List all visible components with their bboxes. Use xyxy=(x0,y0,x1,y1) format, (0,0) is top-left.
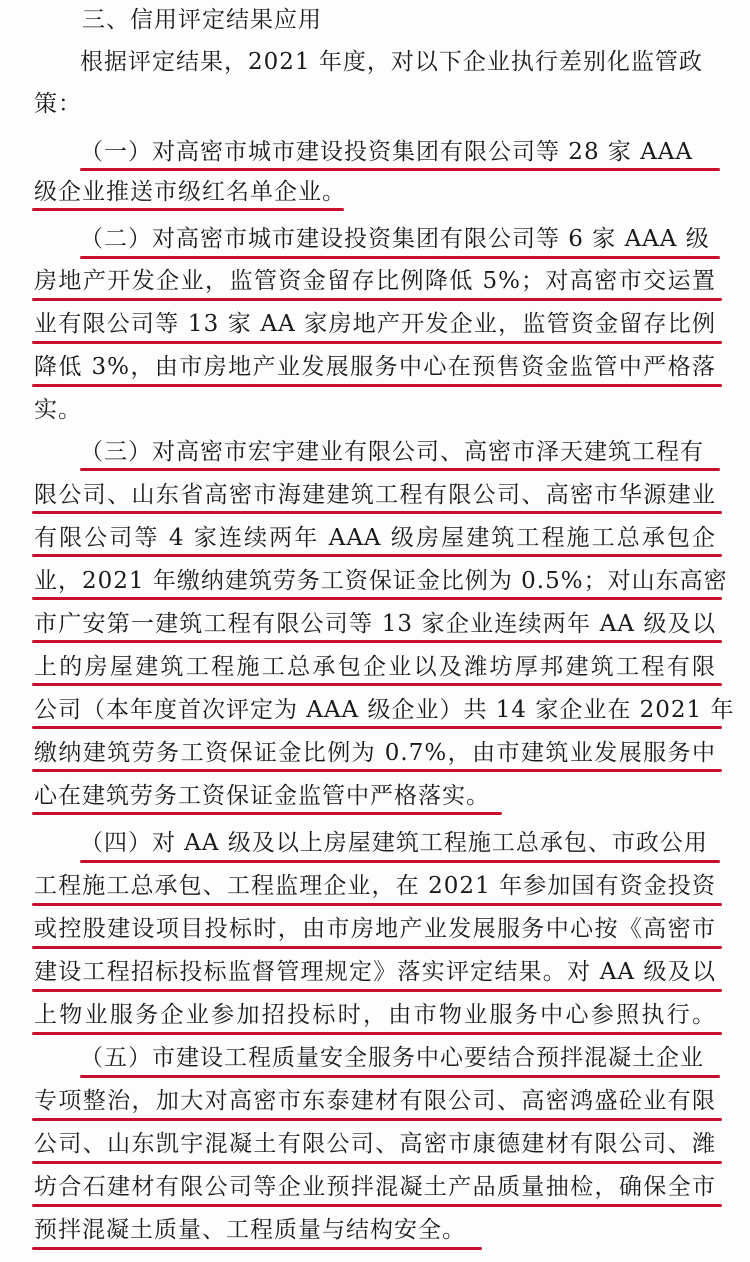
item-2-line-1: （二）对高密市城市建设投资集团有限公司等 6 家 AAA 级 xyxy=(80,226,710,252)
item-4-line-4: 建设工程招标投标监督管理规定》落实评定结果。对 AA 级及以 xyxy=(34,959,716,985)
item-5-line-2: 专项整治，加大对高密市东泰建材有限公司、高密鸿盛砼业有限 xyxy=(34,1088,716,1114)
highlight-underline xyxy=(80,256,720,259)
section-heading: 三、信用评定结果应用 xyxy=(82,7,322,33)
highlight-underline xyxy=(32,769,722,772)
item-4-line-3: 或控股建设项目投标时，由市房地产业发展服务中心按《高密市 xyxy=(34,916,716,942)
item-4-line-2: 工程施工总承包、工程监理企业，在 2021 年参加国有资金投资 xyxy=(34,873,716,899)
highlight-underline xyxy=(32,726,722,729)
highlight-underline xyxy=(80,468,720,471)
highlight-underline xyxy=(32,903,722,906)
item-4-line-5: 上物业服务企业参加招投标时，由市物业服务中心参照执行。 xyxy=(34,1002,716,1028)
highlight-underline xyxy=(80,860,720,863)
item-2-line-2: 房地产开发企业，监管资金留存比例降低 5%；对高密市交运置 xyxy=(34,268,716,294)
highlight-underline xyxy=(32,946,722,949)
highlight-underline xyxy=(32,1118,722,1121)
highlight-underline xyxy=(32,683,722,686)
highlight-underline xyxy=(32,1032,722,1035)
intro-line-1: 根据评定结果，2021 年度，对以下企业执行差别化监管政 xyxy=(80,49,703,75)
highlight-underline xyxy=(32,208,344,211)
item-3-line-5: 市广安第一建筑工程有限公司等 13 家企业连续两年 AA 级及以 xyxy=(34,611,716,637)
item-3-line-6: 上的房屋建筑工程施工总承包企业以及潍坊厚邦建筑工程有限 xyxy=(34,654,716,680)
item-5-line-4: 坊合石建材有限公司等企业预拌混凝土产品质量抽检，确保全市 xyxy=(34,1174,716,1200)
highlight-underline xyxy=(32,812,502,815)
highlight-underline xyxy=(32,554,722,557)
item-1-line-1: （一）对高密市城市建设投资集团有限公司等 28 家 AAA xyxy=(80,139,694,165)
item-3-line-9: 心在建筑劳务工资保证金监管中严格落实。 xyxy=(34,783,490,809)
highlight-underline xyxy=(32,511,722,514)
highlight-underline xyxy=(32,640,722,643)
highlight-underline xyxy=(32,1247,482,1250)
item-3-line-4: 业，2021 年缴纳建筑劳务工资保证金比例为 0.5%；对山东高密 xyxy=(34,568,728,594)
highlight-underline xyxy=(32,298,722,301)
item-2-line-5: 实。 xyxy=(34,397,82,423)
highlight-underline xyxy=(32,341,722,344)
item-5-line-1: （五）市建设工程质量安全服务中心要结合预拌混凝土企业 xyxy=(80,1045,704,1071)
highlight-underline xyxy=(32,1204,722,1207)
item-3-line-8: 缴纳建筑劳务工资保证金比例为 0.7%，由市建筑业发展服务中 xyxy=(34,740,716,766)
item-2-line-4: 降低 3%，由市房地产业发展服务中心在预售资金监管中严格落 xyxy=(34,354,716,380)
highlight-underline xyxy=(32,1161,722,1164)
highlight-underline xyxy=(32,384,722,387)
highlight-underline xyxy=(32,989,722,992)
highlight-underline xyxy=(80,168,720,171)
item-3-line-1: （三）对高密市宏宇建业有限公司、高密市泽天建筑工程有 xyxy=(80,439,704,465)
highlight-underline xyxy=(80,1075,720,1078)
item-3-line-3: 有限公司等 4 家连续两年 AAA 级房屋建筑工程施工总承包企 xyxy=(34,525,716,551)
item-1-line-2: 级企业推送市级红名单企业。 xyxy=(34,179,346,205)
item-5-line-3: 公司、山东凯宇混凝土有限公司、高密市康德建材有限公司、潍 xyxy=(34,1131,716,1157)
intro-line-2: 策： xyxy=(34,91,82,117)
item-3-line-2: 限公司、山东省高密市海建建筑工程有限公司、高密市华源建业 xyxy=(34,482,716,508)
item-2-line-3: 业有限公司等 13 家 AA 家房地产开发企业，监管资金留存比例 xyxy=(34,311,716,337)
item-5-line-5: 预拌混凝土质量、工程质量与结构安全。 xyxy=(34,1217,466,1243)
item-4-line-1: （四）对 AA 级及以上房屋建筑工程施工总承包、市政公用 xyxy=(80,830,708,856)
highlight-underline xyxy=(32,597,722,600)
item-3-line-7: 公司（本年度首次评定为 AAA 级企业）共 14 家企业在 2021 年 xyxy=(34,697,735,723)
